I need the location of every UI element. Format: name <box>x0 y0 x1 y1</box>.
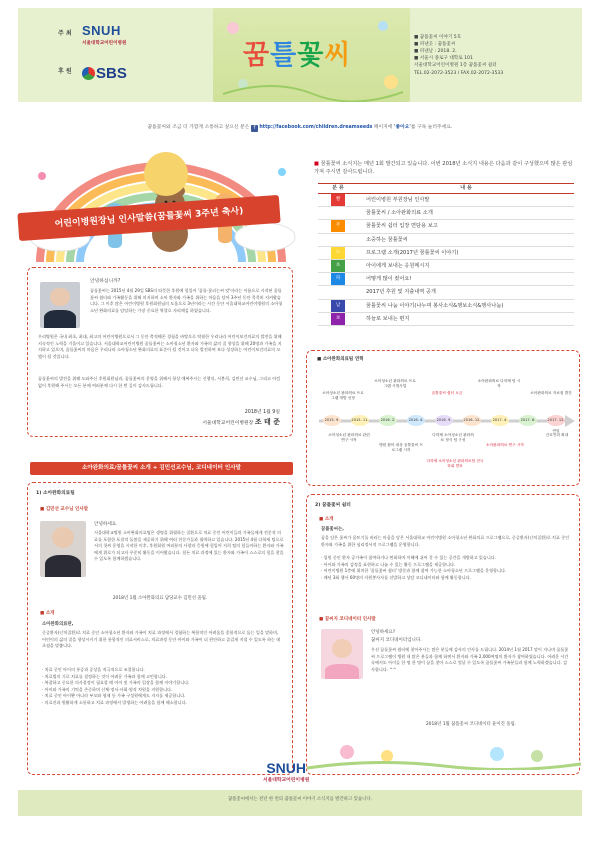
timeline-date: 2017. 12. 연말 <box>547 415 565 426</box>
list-item: · 아이와 가족의 감정을 표현하고 나눌 수 있는 활동 프로그램을 제공합니다. <box>321 562 571 569</box>
bullet-square-icon: ■ <box>314 161 321 167</box>
toc-row-title: 하늘로 보내는 편지 <box>366 315 410 322</box>
sbs-mark-icon <box>82 67 95 80</box>
professor-signature: 2018년 1월 소아완화의료 담당교수 김민선 올림. <box>112 596 208 601</box>
director-letter-box <box>27 267 293 437</box>
palliative-bullet-list <box>42 667 284 706</box>
palliative-intro-text: 중증환자(난치질환)로 치료 중인 소아청소년 환자와 가족이 치료 과정에서 경험하는 복합적인 어려움을 종합적으로 돕는 일을 말하며, 어린이의 삶의 질을 향상시키기 위한 통합적인 의료서비스로, 치료과정 동안 아이와 가족이 더 편안하고 즐겁게 지낼 수 있도록 하는 데 초점을 맞춥니다. <box>42 630 281 649</box>
coordinator-signature: 2018년 1월 꿈틀꽃씨 코디네이터 윤이진 올림. <box>425 722 517 727</box>
dreamseeds-intro-title: 꿈틀꽃씨는, <box>321 527 344 532</box>
toc-row <box>318 286 574 299</box>
letter-signature: 2018년 1월 9일 서울대학교어린이병원장 조 태 준 <box>202 410 280 426</box>
toc-row <box>318 220 574 233</box>
facebook-line: 꿈틀꽃씨와 조금 더 가깝게 소통하고 싶으신 분은 f http://facebook.com/children.dreamseeds 페이지에 '좋아요'를 구독 눌러주세요. <box>147 125 453 131</box>
toc-row-title: 프로그램 소개(2017년 꿈틀꽃씨 이야기) <box>366 249 459 256</box>
timeline-milestone: 병원 환아 대상 꿈틀꽃씨 프로그램 시작 <box>379 443 423 452</box>
palliative-team-heading: 1) 소아완화의료팀 <box>36 491 75 496</box>
toc-row-title: 꿈틀꽃씨 / 소아완화의료 소개 <box>366 210 433 217</box>
list-item: · 매년 3회 행사 60명의 자원봉사자를 선발하고 상담 코디네이터와 함께 활동합니다. <box>321 575 571 582</box>
table-of-contents <box>318 183 574 326</box>
list-item: · 치료 중인 아이뿐 아니라 부모와 형제 등 가족 구성원에게도 지지를 제공합니다. <box>42 693 284 700</box>
toc-row <box>318 313 574 326</box>
toc-category-badge: 초 <box>331 260 345 272</box>
timeline-date: 2017. 4. <box>491 415 509 426</box>
letter-paragraph-2: 우리병원은 국내 최초, 최대, 최고의 어린이병원으로서 그 동안 축적해온 경험을 바탕으로 탁월한 우리나라 어린이보건의료의 발전을 위해 지속적인 노력을 기울이고 있습니다. 서울대학교어린이병원 꿈틀꽃씨는 소아청소년 환자와 가족의 삶의 질 향상을 위해 20명과 가족을 지지하고 있으며, 꿈틀꽃씨의 마음은 우리나라 소아청소년 완화의료의 표준이 될 것이고 더욱 발전하여 보다 성장하는 어린이보건의료의 모델이 될 것입니다. <box>38 334 282 359</box>
timeline-date: 2016. 9. <box>435 415 453 426</box>
coordinator-greeting-2: 꿈씨지 코디네이터입니다. <box>371 638 422 643</box>
facebook-icon: f <box>251 125 258 132</box>
toc-category-badge: 노 <box>331 247 345 259</box>
masthead <box>213 8 410 102</box>
toc-header-row: 분 류 내 용 <box>318 183 574 194</box>
list-item: · 아이와 가족의 기억을 존중하며 신체·정서·사회·영적 차원을 지원합니다. <box>42 687 284 694</box>
professor-greeting-heading: ■ 김민선 교수님 인사말 <box>40 507 89 512</box>
toc-row <box>318 300 574 313</box>
director-photo <box>40 282 80 328</box>
history-title: ■ 소아완화의료팀 연혁 <box>317 357 364 362</box>
letter-paragraph-1: 꿈틀꽃씨는 2015년 4월 29일 SBS의 따뜻한 후원에 힘입어 '꿈틀·꽃피는씨 앗'이라는 이름으로 시작된 꿈틀꽃씨 쉼터와 가족활동을 위해 의지하며 소아 환자와 가족을 위하는 마음을 담아 3주년 동안 묵묵히 지켜왔습니다. 그 이후 많은 어린이병원 후원회원님의 도움으로 3년이라는 시간 동안 서울대학교어린이병원의 소아청소년 완화의료를 담당하는 가장 중요한 역할로 자리매김 하였습니다. <box>90 288 283 313</box>
section-title-bar: 소아완화의료/꿈틀꽃씨 소개 + 김민선교수님, 코디네이터 인사말 <box>30 462 293 475</box>
like-text: '좋아요' <box>393 125 411 130</box>
timeline-milestone: 소아청소년 완화의료 프로그램 개발 선정 <box>322 391 364 400</box>
footer-text: 꿈틀꽃씨에서는 전년 한 번의 꿈틀꽃씨 이야기 소식지를 발간하고 있습니다. <box>227 797 373 802</box>
timeline-date: 2016. 2. <box>379 415 397 426</box>
footer-snuh-logo: SNUH 서울대학교어린이병원 <box>263 760 310 784</box>
toc-row <box>318 247 574 260</box>
toc-category-badge: 남 <box>331 300 345 312</box>
letter-greeting: 안녕하십니까? <box>90 279 121 284</box>
list-item: · 의료진과 원활하게 소통하고 치료 과정에서 발생하는 어려움을 함께 해소합니다. <box>42 700 284 707</box>
professor-paragraph: 서울대학교병원 소아완화의료팀은 생명을 위협하는 질환으로 치료 중인 어린이들과 가족들에게 전문적 의료를 포함한 포괄적 돌봄을 제공하기 위해 여러 전문가들과 협력하고 있습니다. 2015년 4월 다학제 팀으로서의 첫씨 운영을 시작한 이후, 후원회원 여러분의 사랑과 응원에 힘입어 저희 팀의 힘들어하는 환자와 가족에게 위로가 되고자 꾸준히 활동을 이어왔습니다. 힘든 치료 과정에 있는 환자와 가족이 스스로의 힘을 찾을 수 있도록 함께하겠습니다. <box>94 530 284 562</box>
toc-rows <box>318 194 574 326</box>
dreamseeds-intro-text: 꿈을 담은 꽃씨가 움트기를 바라는 마음을 담은 서울대학교 어린이병원 소아청소년 완화의료 프로그램으로, 중증환자(난치질환)로 치료 중인 환자와 가족을 위한 심리정서적 프로그램을 운영합니다. <box>321 535 570 547</box>
coordinator-greeting: 안녕하세요? <box>371 630 396 635</box>
toc-category-badge: 파 <box>331 273 345 285</box>
toc-row-title: 꿈틀꽃씨 나눔 이야기(나누며 봉사소식&행보소식&행사나눔) <box>366 302 504 309</box>
timeline-milestone: 소아완화의료 다학제 팀 시작 <box>477 379 521 388</box>
timeline-milestone: 소아청소년 완화의료 관련 연구 시작 <box>328 433 370 442</box>
sponsor-label: 후 원 <box>58 68 72 75</box>
sbs-logo: SBS <box>82 63 127 85</box>
toc-intro: ■ 꿈틀꽃씨 소식지는 매년 1회 발간되고 있습니다. 이번 2018년 소식지 내용은 다음과 같이 구성했으며 많은 관심 가져 주시면 감사드립니다. <box>314 161 573 176</box>
list-item: · 입원 중인 환자 공가족이 참여하거나 면회하며 이해에 쉬어 갈 수 있는 공간을 개방하고 있습니다. <box>321 555 571 562</box>
timeline-milestone: 소아완화의료 자료집 발간 <box>530 391 572 395</box>
toc-row-title: 소중하는 꿈틀꽃씨 <box>366 236 408 243</box>
list-item: · 치료법의 기로 치료를 결정하는 것이 어려운 가족과 함께 고민합니다. <box>42 674 284 681</box>
timeline-milestone-highlight: 다학제 소아청소년 완화의료팀 전국 학회 발표 <box>426 459 484 468</box>
professor-greeting: 안녕하세요. <box>94 522 118 527</box>
letter-ribbon-title: 어린이병원장님 인사말씀(꿈틀꽃씨 3주년 축사) <box>17 195 280 241</box>
history-box <box>306 350 580 486</box>
dreamseeds-box <box>306 494 580 775</box>
toc-row-title: 어린이병원 부원장님 인사말 <box>366 197 430 203</box>
bottom-flowers-illustration <box>307 730 581 770</box>
toc-row <box>318 234 574 247</box>
timeline-date: 2015. 9. <box>323 415 341 426</box>
toc-row-title: 아이에게 보내는 응원메시지 <box>366 262 430 269</box>
toc-category-badge: 보 <box>331 313 345 325</box>
toc-category-badge: 주 <box>331 220 345 232</box>
timeline-milestone: 간호인력 확대 <box>545 433 569 437</box>
timeline-date: 2015. 11. <box>351 415 369 426</box>
dreamseeds-bullet-list <box>321 555 571 581</box>
timeline-date: 2017. 6. <box>519 415 537 426</box>
timeline-milestone: 다학제 소아청소년 완화의료 정식 팀 구성 <box>432 433 474 442</box>
list-item: · 어린이병원 1층에 위치한 '꿈틀꽃씨 쉼터' 방문과 함께 참여 가능한 소아청소년 프로그램을 운영합니다. <box>321 568 571 575</box>
facebook-link[interactable]: http://facebook.com/children.dreamseeds <box>259 125 373 130</box>
letter-paragraph-3: 꿈틀꽃씨의 발전을 위해 도와주신 후원회원님과, 꿈틀꽃씨의 운영을 위해서 항상 애써주시는 신행익, 서봉희, 김민선 교수님, 그리고 아낌없이 후원해 주시는 모든 분께 여러분께 다시 한 번 깊이 감사드립니다. <box>38 376 281 388</box>
dreamseeds-intro-heading: ■ 소개 <box>319 517 334 522</box>
toc-row-title: 2017년 후원 및 지출내역 공개 <box>366 289 436 296</box>
timeline-milestone: 소아청소년 완화의료 프로그램 시범사업 <box>374 379 416 388</box>
toc-row-title: 꿈틀꽃씨 쉼터 입장 면담용 보고 <box>366 223 438 230</box>
snuh-logo: SNUH 서울대학교어린이병원 <box>82 23 127 46</box>
host-label: 주 최 <box>58 30 72 37</box>
timeline-date: 2016. 12. <box>463 415 481 426</box>
timeline-date: 2016. 4. <box>407 415 425 426</box>
toc-row <box>318 207 574 220</box>
toc-row <box>318 260 574 273</box>
toc-row-title: 어떻게 많이 컸어요! <box>366 276 412 283</box>
coordinator-paragraph: 우선 꿈틀꽃씨 쉼터에 찾아주시는 많은 분들께 감사의 인사를 드립니다. 2014년 1월 2017 말이 지나며 꿈틀꽃씨 프로그램이 병원 내 많은 분들과 함께 하면서 환자와 가족 2,000여명의 환자가 참여하였습니다. 어려운 시간 속에서도 아이들 한 명 한 명이 꿈을 찾아 스스로 빛날 수 있도록 꿈틀꽃씨 가족분들과 함께 노력하겠습니다. 감사합니다. ^^ <box>371 647 569 672</box>
timeline-milestone: 꿈틀꽃씨 쉼터 오픈 <box>431 391 463 395</box>
list-item: · 치료 중인 아이의 통증과 증상을 적극적으로 조절합니다. <box>42 667 284 674</box>
coordinator-greeting-heading: ■ 꿈씨지 코디네이터 인사말 <box>319 617 376 622</box>
palliative-intro-heading: ■ 소개 <box>40 611 55 616</box>
coordinator-photo <box>321 629 363 679</box>
sun-shape <box>144 152 188 196</box>
dreamseeds-heading: 2) 꿈틀꽃씨 쉼터 <box>315 503 351 508</box>
toc-category-badge: 빨 <box>331 194 345 206</box>
publication-info: ■ 꿈틀꽃씨 이야기 5호 ■ 펴낸곳 : 꿈틀꽃씨 ■ 펴낸날 : 2018. 2. ■ 서울시 종로구 대학로 101 서울대학교어린이병원 1층 꿈틀꽃씨 쉼터 TEL.02-2072-3523 / FAX.02-2072-3533 <box>414 35 504 76</box>
toc-row <box>318 273 574 286</box>
list-item: · 복잡하고 중요한 의사결정이 필요할 때 아이 및 가족의 입장을 함께 이야기합니다. <box>42 680 284 687</box>
toc-row <box>318 194 574 207</box>
professor-photo <box>40 521 86 577</box>
timeline-milestone: 소아완화의료 연구 시작 <box>486 443 524 447</box>
palliative-team-box <box>27 482 293 775</box>
palliative-intro-title: 소아완화의료란, <box>42 622 74 627</box>
masthead-title: 꿈틀꽃씨 <box>243 40 352 71</box>
